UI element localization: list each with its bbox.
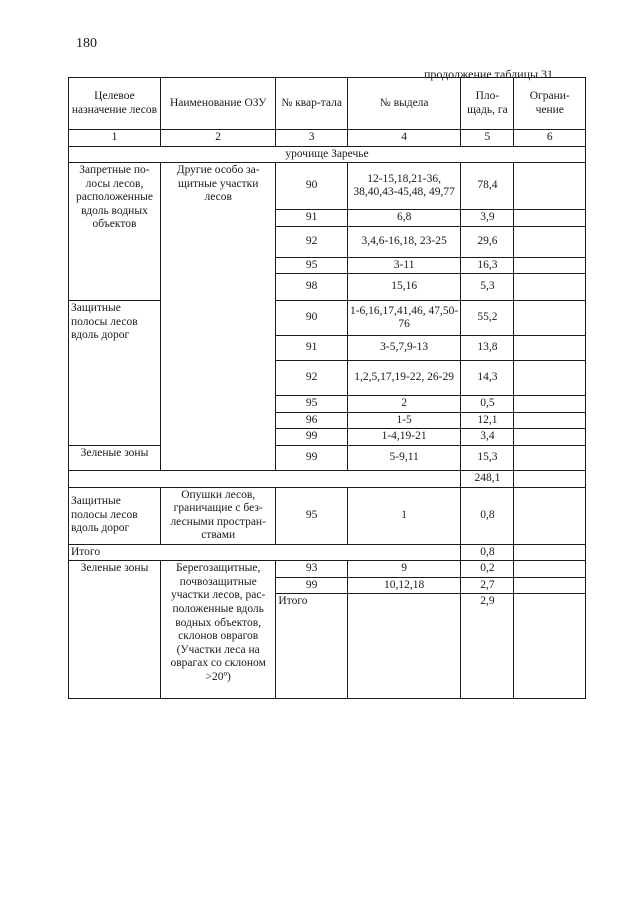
- purpose-cell: Зеленые зоны: [69, 561, 161, 699]
- quarter-cell: 90: [276, 163, 348, 210]
- column-number: 1: [69, 130, 161, 147]
- itogo-label: Итого: [69, 544, 461, 561]
- plot-cell: 3,4,6-16,18, 23-25: [347, 226, 460, 257]
- quarter-cell: 91: [276, 336, 348, 361]
- area-cell: 0,5: [461, 396, 514, 413]
- area-cell: 3,9: [461, 210, 514, 227]
- plot-cell: 6,8: [347, 210, 460, 227]
- quarter-cell: 95: [276, 396, 348, 413]
- forest-table: [68, 77, 586, 699]
- area-cell: 0,8: [461, 487, 514, 544]
- area-cell: 29,6: [461, 226, 514, 257]
- quarter-cell: 92: [276, 361, 348, 396]
- quarter-cell: 99: [276, 445, 348, 470]
- quarter-cell: 96: [276, 412, 348, 429]
- limitation-cell: [514, 577, 586, 594]
- plot-cell: 1-6,16,17,41,46, 47,50-76: [347, 301, 460, 336]
- limitation-cell: [514, 257, 586, 274]
- area-cell: 14,3: [461, 361, 514, 396]
- limitation-cell: [514, 470, 586, 487]
- plot-cell: 15,16: [347, 274, 460, 301]
- table-row: [69, 445, 586, 470]
- limitation-cell: [514, 163, 586, 210]
- page-number: 180: [76, 36, 97, 51]
- header-row: [69, 78, 586, 130]
- header-plot: № выдела: [347, 78, 460, 130]
- quarter-cell: 99: [276, 577, 348, 594]
- table-row: [69, 301, 586, 336]
- itogo-area: 2,9: [461, 594, 514, 699]
- area-cell: 2,7: [461, 577, 514, 594]
- purpose-cell: Защитные полосы лесов вдоль дорог: [69, 487, 161, 544]
- column-number: 6: [514, 130, 586, 147]
- plot-cell: [347, 594, 460, 699]
- plot-cell: 9: [347, 561, 460, 578]
- limitation-cell: [514, 336, 586, 361]
- quarter-cell: 99: [276, 429, 348, 446]
- limitation-cell: [514, 429, 586, 446]
- quarter-cell: 91: [276, 210, 348, 227]
- table-continuation-note: продолжение таблицы 31: [424, 67, 554, 81]
- table-row: [69, 561, 586, 578]
- section-row: [69, 146, 586, 163]
- limitation-cell: [514, 487, 586, 544]
- column-number: 2: [160, 130, 275, 147]
- ozu-name-cell: Опушки лесов, граничащие с без-лесными простран-ствами: [160, 487, 275, 544]
- purpose-cell: Защитные полосы лесов вдоль дорог: [69, 301, 161, 446]
- limitation-cell: [514, 226, 586, 257]
- plot-cell: 3-11: [347, 257, 460, 274]
- section-title: урочище Заречье: [69, 146, 586, 163]
- limitation-cell: [514, 396, 586, 413]
- subtotal-row: [69, 470, 586, 487]
- header-ozu-name: Наименование ОЗУ: [160, 78, 275, 130]
- limitation-cell: [514, 301, 586, 336]
- ozu-name-cell: Другие особо за-щитные участки лесов: [160, 163, 275, 471]
- plot-cell: 1,2,5,17,19-22, 26-29: [347, 361, 460, 396]
- plot-cell: 10,12,18: [347, 577, 460, 594]
- area-cell: 15,3: [461, 445, 514, 470]
- plot-cell: 3-5,7,9-13: [347, 336, 460, 361]
- limitation-cell: [514, 445, 586, 470]
- quarter-cell: 90: [276, 301, 348, 336]
- limitation-cell: [514, 561, 586, 578]
- header-limitation: Ограни-чение: [514, 78, 586, 130]
- subtotal-area: 248,1: [461, 470, 514, 487]
- table-row: [69, 163, 586, 210]
- area-cell: 13,8: [461, 336, 514, 361]
- limitation-cell: [514, 594, 586, 699]
- area-cell: 0,2: [461, 561, 514, 578]
- ozu-name-cell: Берегозащитные, почвозащитные участки лесов, рас-положенные вдоль водных объектов, склонов оврагов (Участки леса на оврагах со склоном >20º): [160, 561, 275, 699]
- limitation-cell: [514, 361, 586, 396]
- purpose-cell: Запретные по-лосы лесов, расположенные вдоль водных объектов: [69, 163, 161, 301]
- quarter-cell: 98: [276, 274, 348, 301]
- table-row: [69, 487, 586, 544]
- area-cell: 78,4: [461, 163, 514, 210]
- itogo-label: Итого: [276, 594, 348, 699]
- limitation-cell: [514, 412, 586, 429]
- header-purpose: Целевое назначение лесов: [69, 78, 161, 130]
- area-cell: 5,3: [461, 274, 514, 301]
- quarter-cell: 95: [276, 487, 348, 544]
- quarter-cell: 92: [276, 226, 348, 257]
- plot-cell: 1-5: [347, 412, 460, 429]
- limitation-cell: [514, 210, 586, 227]
- plot-cell: 2: [347, 396, 460, 413]
- header-quarter: № квар-тала: [276, 78, 348, 130]
- plot-cell: 12-15,18,21-36, 38,40,43-45,48, 49,77: [347, 163, 460, 210]
- area-cell: 3,4: [461, 429, 514, 446]
- column-number-row: [69, 130, 586, 147]
- column-number: 3: [276, 130, 348, 147]
- plot-cell: 1: [347, 487, 460, 544]
- plot-cell: 5-9,11: [347, 445, 460, 470]
- purpose-cell: Зеленые зоны: [69, 445, 161, 470]
- limitation-cell: [514, 274, 586, 301]
- limitation-cell: [514, 544, 586, 561]
- subtotal-label: [69, 470, 461, 487]
- quarter-cell: 93: [276, 561, 348, 578]
- column-number: 5: [461, 130, 514, 147]
- area-cell: 12,1: [461, 412, 514, 429]
- itogo-area: 0,8: [461, 544, 514, 561]
- area-cell: 55,2: [461, 301, 514, 336]
- column-number: 4: [347, 130, 460, 147]
- area-cell: 16,3: [461, 257, 514, 274]
- header-area: Пло-щадь, га: [461, 78, 514, 130]
- quarter-cell: 95: [276, 257, 348, 274]
- plot-cell: 1-4,19-21: [347, 429, 460, 446]
- total-row: [69, 544, 586, 561]
